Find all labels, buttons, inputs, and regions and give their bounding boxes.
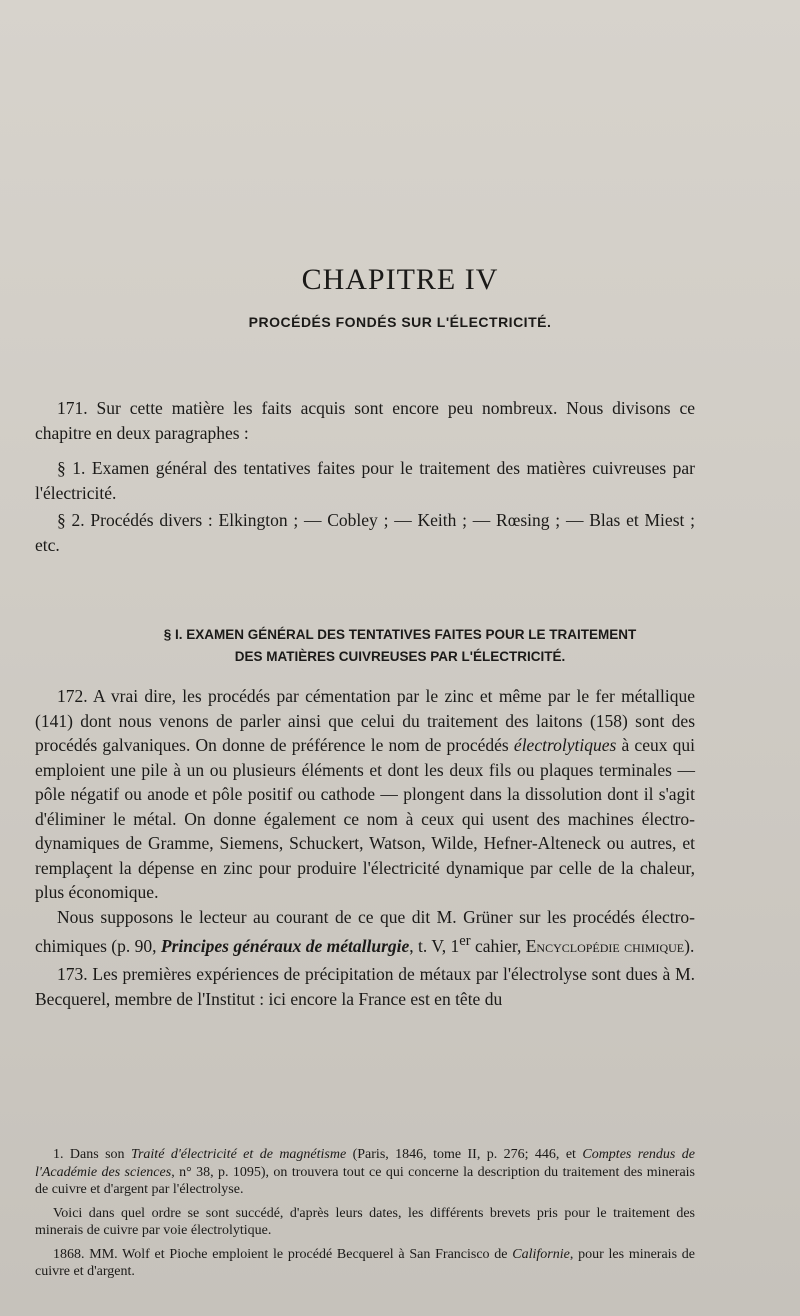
footnote-2: Voici dans quel ordre se sont succédé, d'après leurs dates, les différents brevets pris pour le traitement des minerais de cuivre par voie électrolytique. [35, 1205, 695, 1238]
footnote-3-b: , pour les minerais de cuivre et d'argent. [35, 1246, 695, 1279]
footnote-3-a: 1868. MM. Wolf et Pioche emploient le procédé Becquerel à San Francisco de [53, 1246, 513, 1262]
footnote-1-a: 1. Dans son [53, 1147, 131, 1162]
p172-text-b: à ceux qui emploient une pile à un ou plusieurs éléments et dont les deux fils ou plaques terminales — pôle négatif ou anode et pôle positif ou cathode — plongent dans la dissolution dont il s'agit d'éliminer le métal. On donne également ce nom à ceux qui usent des machines électro-dynamiques de Gramme, Siemens, Schuckert, Watson, Wilde, Hefner-Alteneck ou autres, et remplaçent la dépense en zinc pour produire l'électricité dynamique par celle de la chaleur, plus économique. [35, 735, 696, 902]
paragraph-173: 173. Les premières expériences de précipitation de métaux par l'électrolyse sont dues à M. Becquerel, membre de l'Institut : ici encore la France est en tête du [35, 964, 695, 1009]
footnote-1-journal: Comptes rendus de l'Académie des sciences [35, 1147, 695, 1180]
footnote-1-title: Traité d'électricité et de magnétisme [130, 1147, 347, 1162]
gruner-text-a: Nous supposons le lecteur au courant de ce que dit M. Grüner sur les procédés électro-chimiques (p. 90, [35, 906, 695, 956]
gruner-text-b: , t. V, 1 [409, 935, 460, 956]
chapter-title: CHAPITRE IV [301, 263, 499, 297]
gruner-superscript: er [459, 933, 471, 949]
p172-italic: électrolytiques [513, 735, 617, 755]
outline-item-2: § 2. Procédés divers : Elkington ; — Cobley ; — Keith ; — Rœsing ; — Blas et Miest ; etc. [35, 510, 695, 555]
footnote-1 [35, 1146, 695, 1199]
paragraph-171: 171. Sur cette matière les faits acquis sont encore peu nombreux. Nous divisons ce chapitre en deux paragraphes : [35, 398, 695, 443]
footnote-1-b: (Paris, 1846, tome II, p. 276; 446, et [346, 1147, 583, 1162]
chapter-subtitle: PROCÉDÉS FONDÉS SUR L'ÉLECTRICITÉ. [248, 314, 552, 330]
footnote-3 [35, 1246, 695, 1281]
section-heading-line-2: DES MATIÈRES CUIVREUSES PAR L'ÉLECTRICITÉ. [234, 649, 566, 664]
footnote-3-place: Californie [512, 1246, 570, 1262]
footnote-1-c: , n° 38, p. 1095), on trouvera tout ce qui concerne la description du traitement des minerais de cuivre et d'argent par l'électrolyse. [35, 1164, 695, 1197]
main-text [35, 684, 695, 1011]
outline-item-1: § 1. Examen général des tentatives faites pour le traitement des matières cuivreuses par l'électricité. [35, 458, 695, 503]
gruner-book-title: Principes généraux de métallurgie [160, 935, 410, 956]
footnotes [35, 1146, 695, 1287]
gruner-text-d: ). [684, 935, 695, 956]
section-heading [0, 624, 800, 668]
bleed-through-texture [700, 108, 704, 123]
gruner-text-c: cahier, [470, 935, 526, 956]
paragraph-172 [35, 684, 695, 905]
encyclopedie-reference: Encyclopédie chimique [525, 935, 685, 956]
intro-block [35, 396, 695, 557]
p172-text-a: 172. A vrai dire, les procédés par cémentation par le zinc et même par le fer métallique (141) dont nous venons de parler ainsi que celui du traitement des laitons (158) sont des procédés galvaniques. On donne de préférence le nom de procédés [35, 686, 695, 755]
section-heading-line-1: § I. EXAMEN GÉNÉRAL DES TENTATIVES FAITES POUR LE TRAITEMENT [163, 627, 637, 642]
paragraph-gruner [35, 905, 695, 959]
